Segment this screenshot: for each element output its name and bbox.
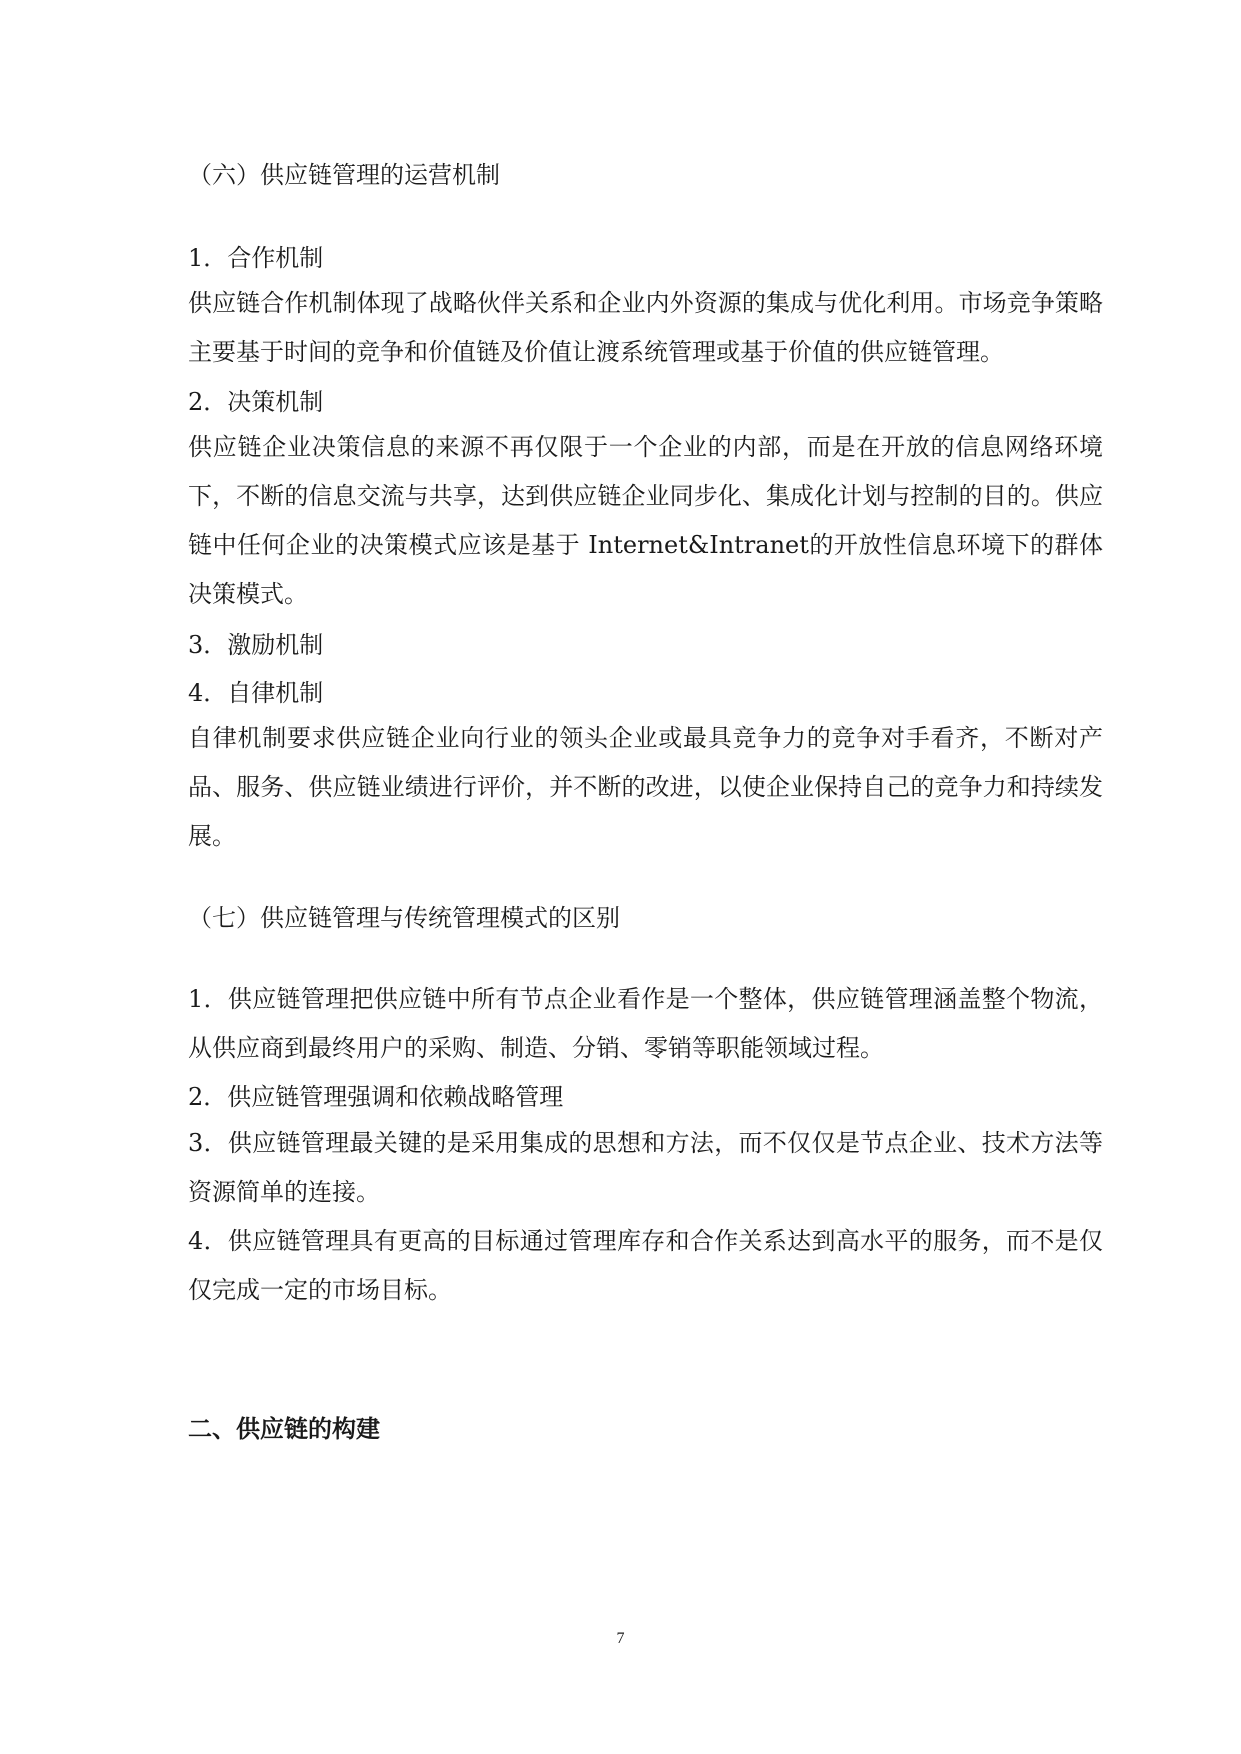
paragraph-cooperation: 供应链合作机制体现了战略伙伴关系和企业内外资源的集成与优化利用。市场竞争策略主要基于时间的竞争和价值链及价值让渡系统管理或基于价值的供应链管理。 bbox=[188, 289, 1103, 366]
chapter-heading: 二、供应链的构建 bbox=[188, 1414, 380, 1443]
page-number: 7 bbox=[616, 1630, 625, 1647]
paragraph-point-1: 1．供应链管理把供应链中所有节点企业看作是一个整体，供应链管理涵盖整个物流，从供应商到最终用户的采购、制造、分销、零销等职能领域过程。 bbox=[188, 985, 1103, 1062]
paragraph-point-4: 4．供应链管理具有更高的目标通过管理库存和合作关系达到高水平的服务，而不是仅仅完成一定的市场目标。 bbox=[188, 1227, 1103, 1304]
paragraph-point-3: 3．供应链管理最关键的是采用集成的思想和方法，而不仅仅是节点企业、技术方法等资源简单的连接。 bbox=[188, 1129, 1103, 1206]
item-title-decision: 2．决策机制 bbox=[188, 388, 324, 416]
item-title-self-discipline: 4．自律机制 bbox=[188, 679, 324, 707]
paragraph-decision: 供应链企业决策信息的来源不再仅限于一个企业的内部，而是在开放的信息网络环境下，不断的信息交流与共享，达到供应链企业同步化、集成化计划与控制的目的。供应链中任何企业的决策模式应该是基于 Internet&Intranet的开放性信息环境下的群体决策模式。 bbox=[188, 433, 1103, 608]
paragraph-self-discipline: 自律机制要求供应链企业向行业的领头企业或最具竞争力的竞争对手看齐，不断对产品、服务、供应链业绩进行评价，并不断的改进，以使企业保持自己的竞争力和持续发展。 bbox=[188, 724, 1103, 850]
paragraph-point-2: 2．供应链管理强调和依赖战略管理 bbox=[188, 1083, 564, 1111]
item-title-incentive: 3．激励机制 bbox=[188, 631, 324, 659]
item-title-cooperation: 1．合作机制 bbox=[188, 244, 324, 272]
section-heading-7: （七）供应链管理与传统管理模式的区别 bbox=[188, 904, 620, 932]
section-heading-6: （六）供应链管理的运营机制 bbox=[188, 161, 500, 189]
